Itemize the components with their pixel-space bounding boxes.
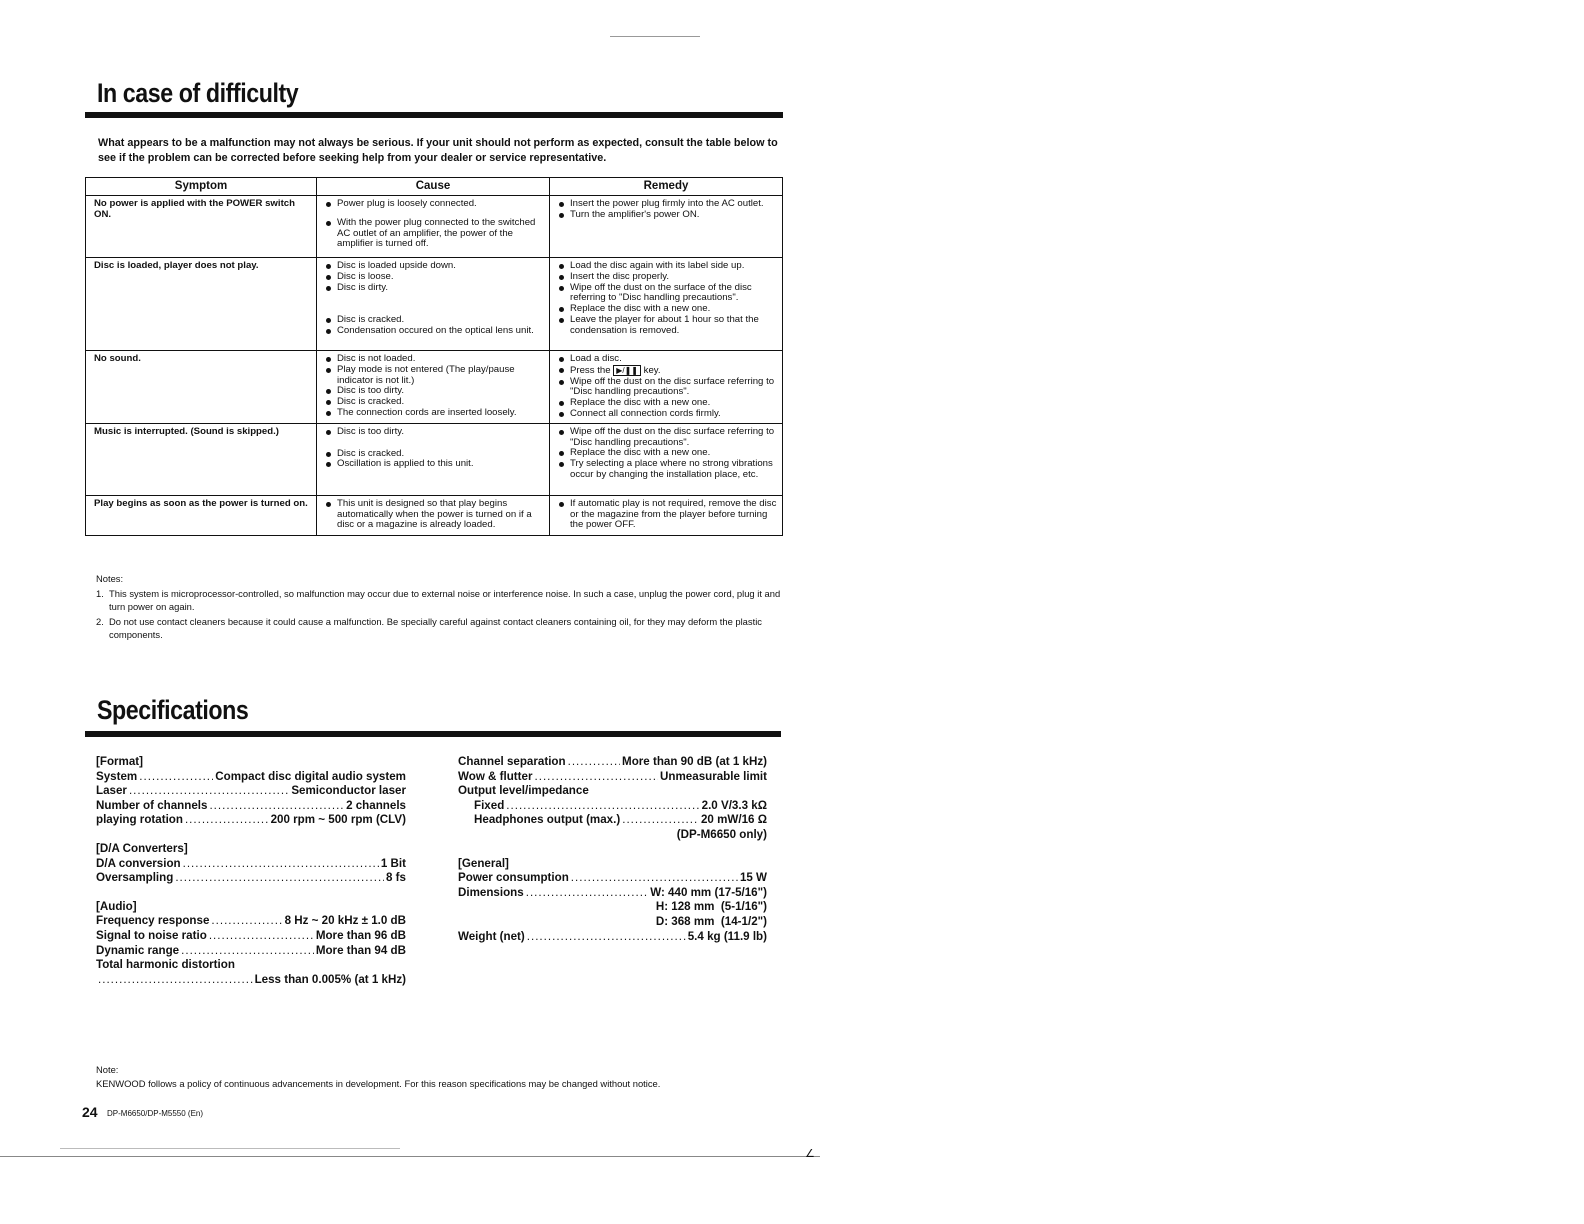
spec-row-dimensions <box>458 886 767 901</box>
symptom-cell: Music is interrupted. (Sound is skipped.) <box>86 423 317 495</box>
dot-leader <box>183 857 379 872</box>
spec-label: Signal to noise ratio <box>96 928 207 942</box>
headphones-note: (DP-M6650 only) <box>676 827 767 841</box>
spec-row-snr <box>96 929 406 944</box>
specifications-title: Specifications <box>97 695 249 725</box>
spec-row-da-conversion <box>96 857 406 872</box>
model-number: DP-M6650/DP-M5550 (En) <box>107 1109 204 1118</box>
page-number: 24 <box>82 1104 98 1120</box>
dot-leader <box>506 799 699 814</box>
dot-leader <box>568 755 620 770</box>
note-text: Do not use contact cleaners because it could cause a malfunction. Be specially careful against contact cleaners containing oil, for they may deform the plastic components. <box>109 615 762 640</box>
cause-item: Disc is dirty. <box>325 283 545 294</box>
remedy-item: If automatic play is not required, remove the disc or the magazine from the player before turning the power OFF. <box>558 499 778 531</box>
cause-item: Disc is too dirty. <box>325 427 545 438</box>
remedy-item: Replace the disc with a new one. <box>558 448 778 459</box>
table-row <box>86 423 783 495</box>
dot-leader <box>129 784 289 799</box>
spec-value: 8 fs <box>386 871 406 885</box>
footnote-text: KENWOOD follows a policy of continuous advancements in development. For this reason specifications may be changed without notice. <box>96 1077 661 1089</box>
spec-row-power <box>458 871 767 886</box>
spec-footnote <box>96 1063 660 1090</box>
spec-label: D/A conversion <box>96 856 181 870</box>
cause-item: The connection cords are inserted loosely. <box>325 408 545 419</box>
spec-label: Channel separation <box>458 755 566 768</box>
spec-value: Compact disc digital audio system <box>215 769 406 783</box>
cause-item: Disc is loaded upside down. <box>325 261 545 272</box>
spec-label: Weight (net) <box>458 929 525 943</box>
spec-row-separation <box>458 755 767 770</box>
cause-cell <box>317 423 550 495</box>
cause-header: Cause <box>317 178 550 196</box>
dot-leader <box>211 914 282 929</box>
scan-artifact-line <box>610 36 700 37</box>
cause-cell <box>317 351 550 424</box>
spec-label: playing rotation <box>96 813 183 827</box>
cause-item: With the power plug connected to the switched AC outlet of an amplifier, the power of the amplifier is turned off. <box>325 218 545 250</box>
remedy-item: Leave the player for about 1 hour so that the condensation is removed. <box>558 315 778 337</box>
spec-value: More than 90 dB (at 1 kHz) <box>622 755 767 768</box>
table-header-row <box>86 178 783 196</box>
spec-row-laser <box>96 784 406 799</box>
spec-label: Number of channels <box>96 798 208 812</box>
general-heading: [General] <box>458 856 509 870</box>
remedy-item: Load a disc. <box>558 354 778 365</box>
spec-label: Headphones output (max.) <box>474 813 621 827</box>
remedy-item: Replace the disc with a new one. <box>558 304 778 315</box>
spec-value: 5.4 kg (11.9 lb) <box>687 929 767 943</box>
cause-cell <box>317 258 550 351</box>
remedy-item: Turn the amplifier's power ON. <box>558 210 778 221</box>
dot-leader <box>181 944 314 959</box>
remedy-cell <box>550 423 783 495</box>
spec-label: Dynamic range <box>96 943 180 957</box>
format-heading: [Format] <box>96 755 144 768</box>
remedy-item: Try selecting a place where no strong vibrations occur by changing the installation place, etc. <box>558 459 778 481</box>
note-item: 2. Do not use contact cleaners because it could cause a malfunction. Be specially careful against contact cleaners containing oil, for they may deform the plastic components. <box>96 615 762 640</box>
cause-item: Disc is cracked. <box>325 315 545 326</box>
remedy-key-text: key. <box>643 364 661 376</box>
dot-leader <box>175 871 384 886</box>
spec-row-dynamic-range <box>96 944 406 959</box>
spec-value: 200 rpm ~ 500 rpm (CLV) <box>270 813 406 827</box>
cause-item: Disc is too dirty. <box>325 386 545 397</box>
spec-label: System <box>96 769 138 783</box>
remedy-item: Wipe off the dust on the disc surface referring to "Disc handling precautions". <box>558 427 778 449</box>
specs-left-column <box>96 755 406 987</box>
spec-value: Unmeasurable limit <box>660 769 767 783</box>
spec-row-rotation <box>96 813 406 828</box>
spec-row-headphones <box>458 813 767 828</box>
spec-row-wow-flutter <box>458 770 767 785</box>
remedy-item <box>558 365 778 377</box>
cause-item: Oscillation is applied to this unit. <box>325 459 545 470</box>
spec-row-frequency <box>96 914 406 929</box>
dot-leader <box>209 929 314 944</box>
symptom-cell: No power is applied with the POWER switch ON. <box>86 196 317 258</box>
remedy-press-text: Press the <box>570 364 611 376</box>
symptom-cell: No sound. <box>86 351 317 424</box>
symptom-cell: Play begins as soon as the power is turned on. <box>86 495 317 535</box>
thd-label: Total harmonic distortion <box>96 958 235 972</box>
da-heading: [D/A Converters] <box>96 841 188 855</box>
dimension-height: H: 128 mm (5-1/16") <box>655 900 767 914</box>
spec-label: Laser <box>96 784 127 798</box>
spec-value: W: 440 mm (17-5/16") <box>650 885 767 899</box>
difficulty-title: In case of difficulty <box>97 78 299 108</box>
spec-label: Dimensions <box>458 885 524 899</box>
cause-item: Disc is cracked. <box>325 449 545 460</box>
dot-leader <box>98 973 253 988</box>
table-row <box>86 258 783 351</box>
cause-item: Disc is cracked. <box>325 397 545 408</box>
spec-row-fixed <box>458 799 767 814</box>
remedy-item: Wipe off the dust on the surface of the disc referring to "Disc handling precautions". <box>558 283 778 305</box>
dot-leader <box>526 886 649 901</box>
remedy-item: Insert the disc properly. <box>558 272 778 283</box>
remedy-header: Remedy <box>550 178 783 196</box>
spec-label: Oversampling <box>96 871 174 885</box>
dot-leader <box>185 813 269 828</box>
specs-right-column <box>458 755 767 944</box>
troubleshooting-table <box>85 177 783 536</box>
spec-label: Frequency response <box>96 914 210 928</box>
cause-item: Play mode is not entered (The play/pause indicator is not lit.) <box>325 365 545 387</box>
table-row <box>86 495 783 535</box>
cause-item: Condensation occured on the optical lens unit. <box>325 326 545 337</box>
spec-label: Power consumption <box>458 871 569 885</box>
notes-block <box>96 572 786 642</box>
difficulty-intro: What appears to be a malfunction may not always be serious. If your unit should not perform as expected, consult the table below to see if the problem can be corrected before seeking help from your dealer or service representative. <box>98 137 778 164</box>
cause-cell <box>317 196 550 258</box>
remedy-cell <box>550 258 783 351</box>
spec-value: Less than 0.005% (at 1 kHz) <box>254 972 406 986</box>
spec-row-thd <box>96 973 406 988</box>
cause-cell <box>317 495 550 535</box>
symptom-header: Symptom <box>86 178 317 196</box>
remedy-cell <box>550 196 783 258</box>
spec-row-system <box>96 770 406 785</box>
spec-value: 2.0 V/3.3 kΩ <box>701 798 767 812</box>
title-rule <box>85 112 783 118</box>
table-row <box>86 196 783 258</box>
spec-label: Fixed <box>474 798 505 812</box>
spec-value: More than 96 dB <box>315 928 406 942</box>
dot-leader <box>535 770 659 785</box>
spec-value: 1 Bit <box>380 856 406 870</box>
cause-item: This unit is designed so that play begins automatically when the power is turned on if a disc or a magazine is already loaded. <box>325 499 545 531</box>
dot-leader <box>139 770 213 785</box>
note-text: This system is microprocessor-controlled, so malfunction may occur due to external noise or interference noise. In such a case, unplug the power cord, plug it and turn power on again. <box>109 588 781 613</box>
remedy-item: Replace the disc with a new one. <box>558 398 778 409</box>
cause-item: Disc is not loaded. <box>325 354 545 365</box>
scan-artifact-line <box>60 1148 400 1149</box>
cause-item: Disc is loose. <box>325 272 545 283</box>
spec-value: Semiconductor laser <box>291 784 406 798</box>
play-pause-key-icon: ▶/❚❚ <box>613 365 641 376</box>
note-item: 1. This system is microprocessor-controlled, so malfunction may occur due to external noise or interference noise. In such a case, unplug the power cord, plug it and turn power on again. <box>96 588 781 613</box>
corner-mark-icon: ∠ <box>805 1148 815 1160</box>
notes-title: Notes: <box>96 573 124 584</box>
spec-row-channels <box>96 799 406 814</box>
remedy-item: Load the disc again with its label side up. <box>558 261 778 272</box>
spec-value: 15 W <box>739 871 767 885</box>
page-edge-line <box>0 1156 820 1157</box>
spec-value: 20 mW/16 Ω <box>700 813 767 827</box>
remedy-item: Insert the power plug firmly into the AC outlet. <box>558 199 778 210</box>
spec-value: 8 Hz ~ 20 kHz ± 1.0 dB <box>284 914 406 928</box>
dot-leader <box>527 930 686 945</box>
spec-value: More than 94 dB <box>315 943 406 957</box>
remedy-item: Connect all connection cords firmly. <box>558 409 778 420</box>
spec-label: Wow & flutter <box>458 769 533 783</box>
specifications-rule <box>85 731 781 737</box>
remedy-cell <box>550 495 783 535</box>
remedy-item: Wipe off the dust on the disc surface referring to "Disc handling precautions". <box>558 377 778 399</box>
footnote-title: Note: <box>96 1064 119 1075</box>
output-heading: Output level/impedance <box>458 784 589 798</box>
dimension-depth: D: 368 mm (14-1/2") <box>655 914 767 928</box>
spec-row-oversampling <box>96 871 406 886</box>
cause-item: Power plug is loosely connected. <box>325 199 545 210</box>
symptom-cell: Disc is loaded, player does not play. <box>86 258 317 351</box>
dot-leader <box>571 871 738 886</box>
remedy-cell <box>550 351 783 424</box>
dot-leader <box>622 813 699 828</box>
spec-value: 2 channels <box>346 798 406 812</box>
audio-heading: [Audio] <box>96 899 137 913</box>
dot-leader <box>209 799 344 814</box>
spec-row-weight <box>458 930 767 945</box>
table-row <box>86 351 783 424</box>
